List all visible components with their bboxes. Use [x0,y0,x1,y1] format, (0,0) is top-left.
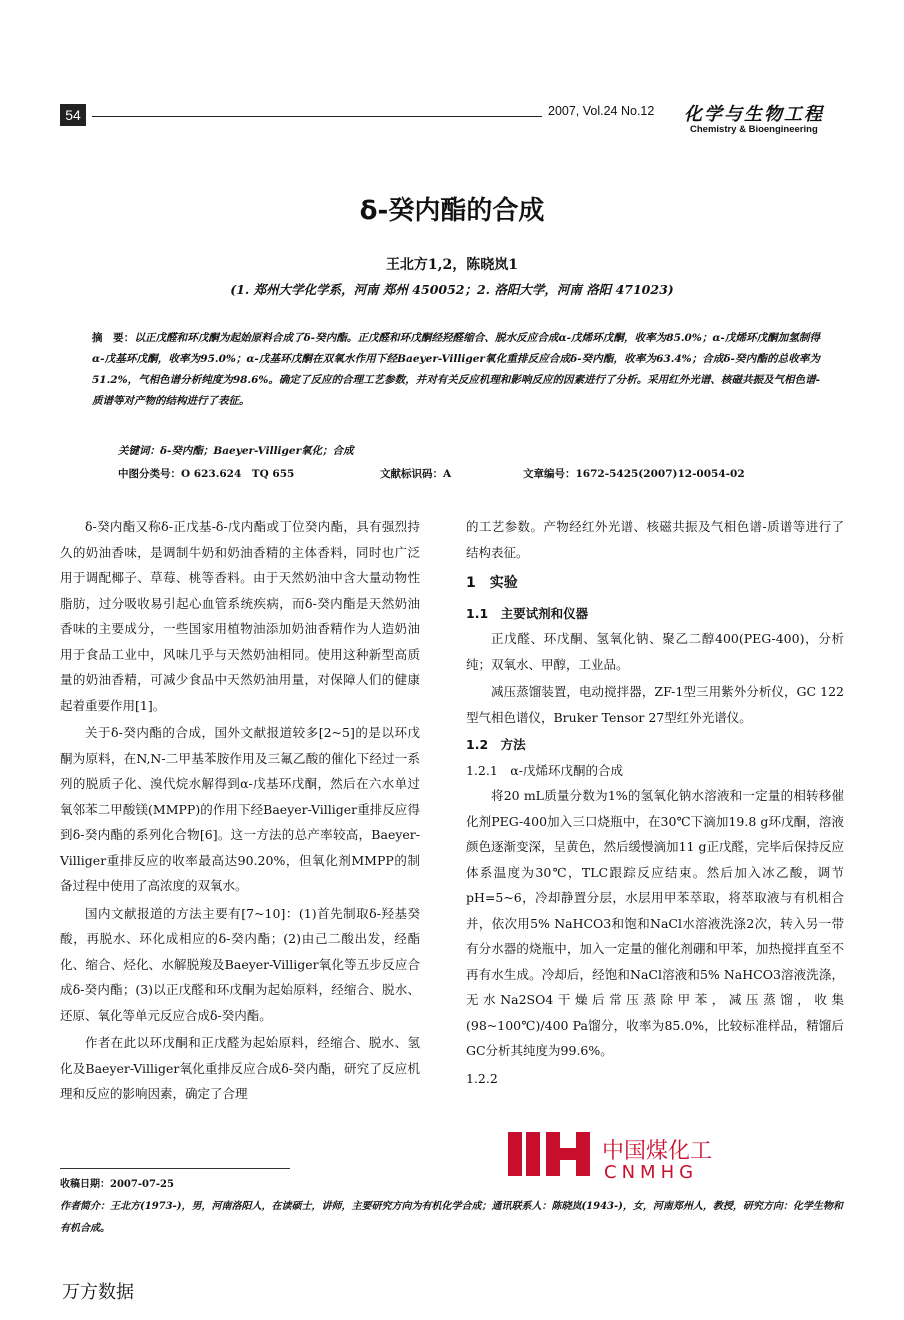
journal-issue: 2007, Vol.24 No.12 [548,104,655,118]
abstract-label: 摘 要： [92,332,135,344]
subsubsection-heading: 1.2.1 α-戊烯环戊酮的合成 [466,762,623,778]
footnote [60,1174,850,1240]
paragraph: 关于δ-癸内酯的合成，国外文献报道较多[2~5]的是以环戊酮为原料，在N,N-二甲基苯胺作用及三氟乙酸的催化下经过一系列的脱质子化、溴代烷水解得到α-戊基环戊酮，然后在六水单过氧邻苯二甲酸镁(MMPP)的作用下经Baeyer-Villiger重排反应得到δ-癸内酯的系列化合物[6]。这一方法的总产率较高，Baeyer-Villiger重排反应的收率最高达90.20%，但氧化剂MMPP的制备过程中使用了高浓度的双氧水。 [60,725,420,893]
journal-name-en: Chemistry & Bioengineering [690,124,818,135]
paragraph: 国内文献报道的方法主要有[7~10]：(1)首先制取δ-羟基癸酸，再脱水、环化成相应的δ-癸内酯；(2)由己二酸出发，经酯化、缩合、烃化、水解脱羧及Baeyer-Villiger氧化等五步反应合成δ-癸内酯；(3)以正戊醛和环戊酮为起始原料，经缩合、脱水、还原、氧化等单元反应合成δ-癸内酯。 [60,905,420,1023]
watermark-en: CNMHG [604,1162,699,1183]
footnote-rule [60,1168,290,1169]
paragraph: 将20 mL质量分数为1%的氢氧化钠水溶液和一定量的相转移催化剂PEG-400加入三口烧瓶中，在30℃下滴加19.8 g环戊酮，溶液颜色逐渐变深，呈黄色，然后缓慢滴加11 g正戊醛，完毕后保持反应体系温度为30℃，TLC跟踪反应结束。然后加入冰乙酸，调节pH=5~6，冷却静置分层，水层用甲苯萃取，将萃取液与有机相合并，依次用5% NaHCO3和饱和NaCl水溶液洗涤2次，转入另一带有分水器的烧瓶中，加入一定量的催化剂硼和甲苯，加热搅拌直至不再有水生成。冷却后，经饱和NaCl溶液和5% NaHCO3溶液洗涤，无水Na2SO4干燥后常压蒸除甲苯，减压蒸馏，收集(98~100℃)/400 Pa馏分，收率为85.0%，比较标准样品，精馏后GC分析其纯度为99.6%。 [466,788,844,1058]
article-affiliations: (1. 郑州大学化学系，河南 郑州 450052；2. 洛阳大学，河南 洛阳 471023) [230,282,674,297]
page-number: 54 [60,104,86,126]
body-right-column [466,514,844,1091]
source-label: 万方数据 [62,1282,134,1303]
journal-name-cn: 化学与生物工程 [684,104,824,125]
subsection-heading: 1.1 主要试剂和仪器 [466,605,589,621]
author-bio: 作者简介：王北方(1973-)，男，河南洛阳人，在读硕士，讲师，主要研究方向为有机化学合成；通讯联系人：陈晓岚(1943-)，女，河南郑州人，教授，研究方向：化学生物和有机合成。 [60,1201,843,1234]
paragraph: δ-癸内酯又称δ-正戊基-δ-戊内酯或丁位癸内酯，具有强烈持久的奶油香味，是调制牛奶和奶油香精的主体香料，同时也广泛用于调配椰子、草莓、桃等香料。由于天然奶油中含大量动物性脂肪，过分吸收易引起心血管系统疾病，而δ-癸内酯是天然奶油香味的主要成分，一些国家用植物油添加奶油香精作为人造奶油用于食品工业中，风味几乎与天然奶油相同。使用这种新型高质量的奶油香精，可减少食品中天然奶油用量，对保障人们的健康起着重要作用[1]。 [60,519,420,713]
article-authors: 王北方1,2，陈晓岚1 [385,257,519,273]
section-heading: 1 实验 [466,575,518,591]
subsection-heading: 1.2 方法 [466,737,526,752]
received-date: 收稿日期：2007-07-25 [60,1179,174,1190]
abstract-text: 以正戊醛和环戊酮为起始原料合成了δ-癸内酯。正戊醛和环戊酮经羟醛缩合、脱水反应合成α-戊烯环戊酮，收率为85.0%；α-戊烯环戊酮加氢制得α-戊基环戊酮，收率为95.0%；α-戊基环戊酮在双氧水作用下经Baeyer-Villiger氧化重排反应合成δ-癸内酯，收率为63.4%；合成δ-癸内酯的总收率为51.2%，气相色谱分析纯度为98.6%。确定了反应的合理工艺参数，并对有关反应机理和影响反应的因素进行了分析。采用红外光谱、核磁共振及气相色谱-质谱等对产物的结构进行了表征。 [92,332,821,407]
classification-line [118,466,818,481]
paragraph: 减压蒸馏装置，电动搅拌器，ZF-1型三用紫外分析仪，GC 122型气相色谱仪，Bruker Tensor 27型红外光谱仪。 [466,684,844,725]
header-rule [92,116,542,117]
clc-number: 中图分类号：O 623.624 TQ 655 [118,468,295,480]
watermark-cn: 中国煤化工 [602,1139,713,1164]
article-title: δ-癸内酯的合成 [359,196,545,226]
paragraph: 正戊醛、环戊酮、氢氧化钠、聚乙二醇400(PEG-400)，分析纯；双氧水、甲醇，工业品。 [466,631,844,672]
keywords: 关键词：δ-癸内酯；Baeyer-Villiger氧化；合成 [118,445,354,457]
subsubsection-heading: 1.2.2 [466,1070,498,1086]
body-left-column [60,514,420,1109]
abstract [92,328,820,412]
cnmhg-logo-icon [506,1130,596,1178]
paragraph: 的工艺参数。产物经红外光谱、核磁共振及气相色谱-质谱等进行了结构表征。 [466,519,844,560]
paragraph: 作者在此以环戊酮和正戊醛为起始原料，经缩合、脱水、氢化及Baeyer-Villiger氧化重排反应合成δ-癸内酯，研究了反应机理和反应的影响因素，确定了合理 [60,1035,420,1101]
doc-code: 文献标识码：A [380,468,452,480]
article-number: 文章编号：1672-5425(2007)12-0054-02 [523,468,745,480]
